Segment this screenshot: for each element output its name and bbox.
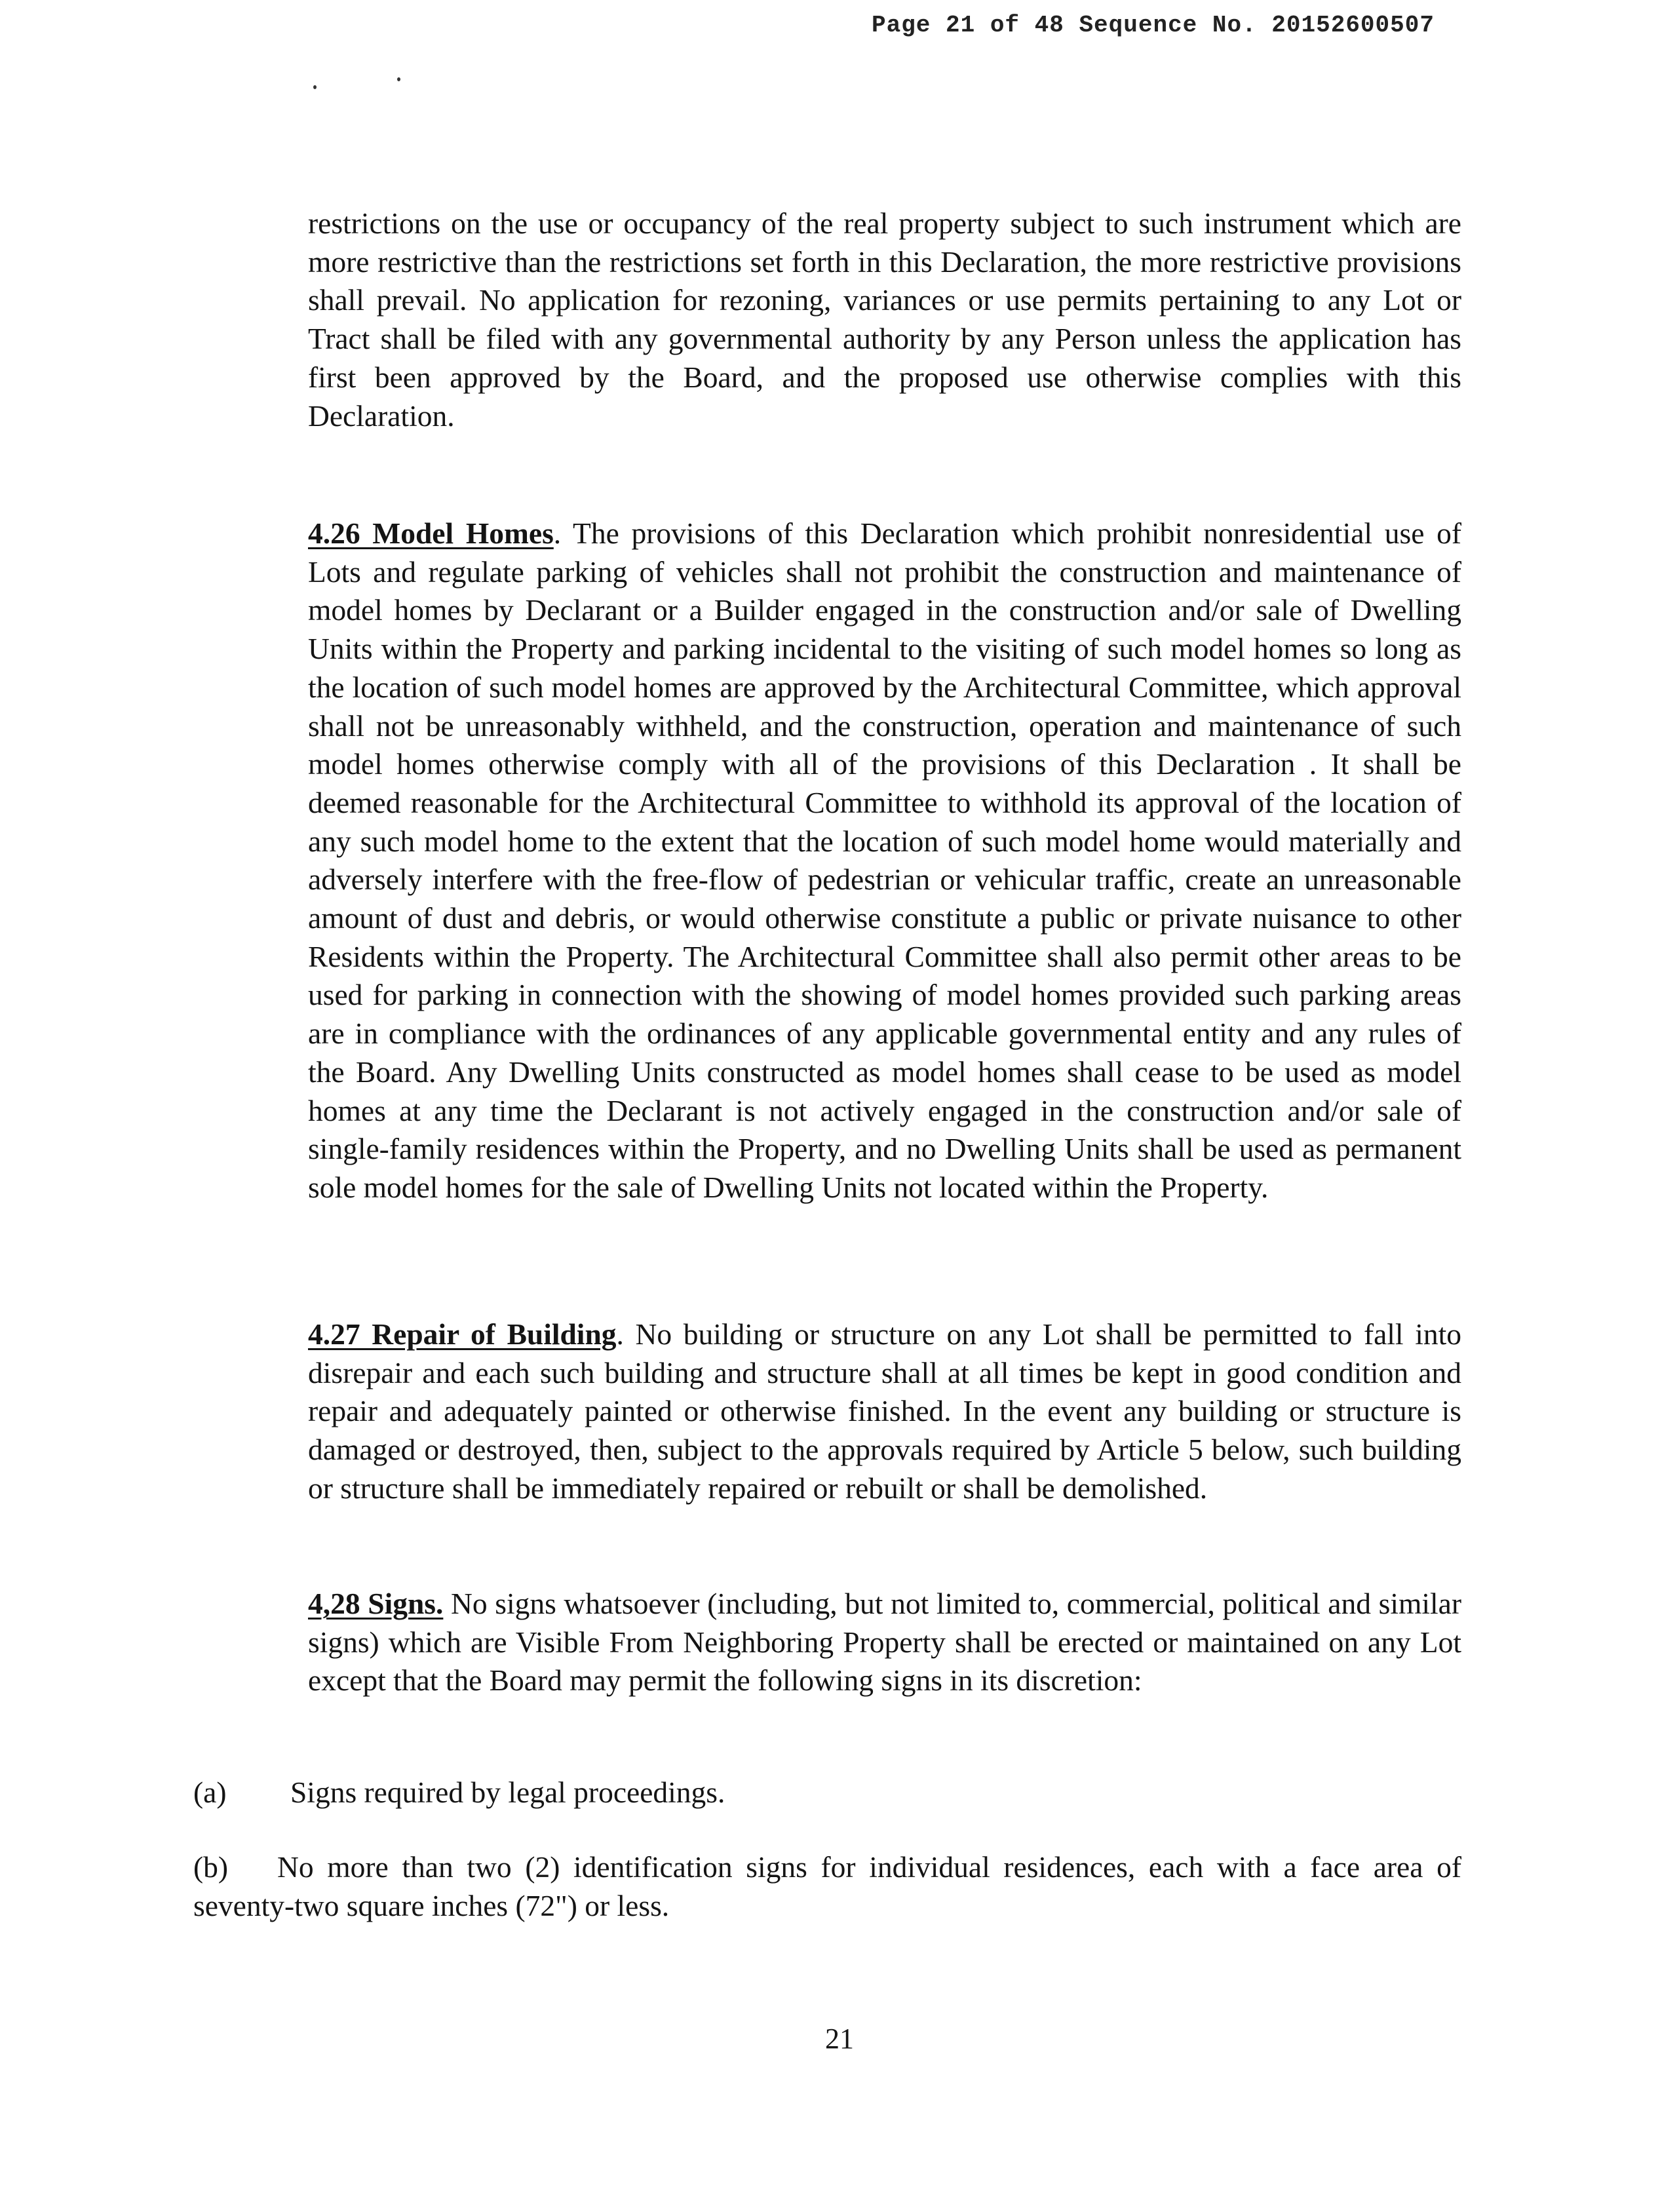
section-4-26-model-homes xyxy=(308,514,1461,1207)
section-heading: 4.26 Model Homes xyxy=(308,516,554,550)
list-marker: (a) xyxy=(193,1775,227,1809)
page-number: 21 xyxy=(825,2023,854,2055)
section-body: . No building or structure on any Lot shall be permitted to fall into disrepair and each such building and structure shall at all times be kept in good condition and repair and adequately painted or otherwise finished. In the event any building or structure is damaged or destroyed, then, subject to the approvals required by Article 5 below, such building or structure shall be immediately repaired or rebuilt or shall be demolished. xyxy=(308,1317,1461,1505)
list-item-a xyxy=(193,1774,1461,1812)
list-item-b xyxy=(193,1848,1461,1925)
paragraph-body: restrictions on the use or occupancy of the real property subject to such instrument which are more restrictive than the restrictions set forth in this Declaration, the more restrictive provisions shall prevail. No application for rezoning, variances or use permits pertaining to any Lot or Tract shall be filed with any governmental authority by any Person unless the application has first been approved by the Board, and the proposed use otherwise complies with this Declaration. xyxy=(308,206,1461,433)
list-marker: (b) xyxy=(193,1850,229,1884)
section-heading: 4,28 Signs. xyxy=(308,1587,444,1620)
list-text: No more than two (2) identification signs for individual residences, each with a face area of seventy-two square inches (72") or less. xyxy=(193,1850,1461,1922)
section-4-27-repair-of-building xyxy=(308,1315,1461,1508)
paragraph-continuation xyxy=(308,204,1461,435)
section-body: . The provisions of this Declaration which prohibit nonresidential use of Lots and regulate parking of vehicles shall not prohibit the construction and maintenance of model homes by Declarant or a Builder engaged in the construction and/or sale of Dwelling Units within the Property and parking incidental to the visiting of such model homes so long as the location of such model homes are approved by the Architectural Committee, which approval shall not be unreasonably withheld, and the construction, operation and maintenance of such model homes otherwise comply with all of the provisions of this Declaration . It shall be deemed reasonable for the Architectural Committee to withhold its approval of the location of any such model home to the extent that the location of such model home would materially and adversely interfere with the free-flow of pedestrian or vehicular traffic, create an unreasonable amount of dust and debris, or would otherwise constitute a public or private nuisance to other Residents within the Property. The Architectural Committee shall also permit other areas to be used for parking in connection with the showing of model homes provided such parking areas are in compliance with the ordinances of any applicable governmental entity and any rules of the Board. Any Dwelling Units constructed as model homes shall cease to be used as model homes at any time the Declarant is not actively engaged in the construction and/or sale of single-family residences within the Property, and no Dwelling Units shall be used as permanent sole model homes for the sale of Dwelling Units not located within the Property. xyxy=(308,516,1461,1204)
scan-specks xyxy=(313,73,405,93)
list-text: Signs required by legal proceedings. xyxy=(290,1775,725,1809)
section-body: No signs whatsoever (including, but not limited to, commercial, political and similar signs) which are Visible From Neighboring Property shall be erected or maintained on any Lot except that the Board may permit the following signs in its discretion: xyxy=(308,1587,1461,1698)
section-heading: 4.27 Repair of Building xyxy=(308,1317,617,1351)
section-4-28-signs xyxy=(308,1585,1461,1700)
page-header: Page 21 of 48 Sequence No. 20152600507 xyxy=(872,12,1435,39)
